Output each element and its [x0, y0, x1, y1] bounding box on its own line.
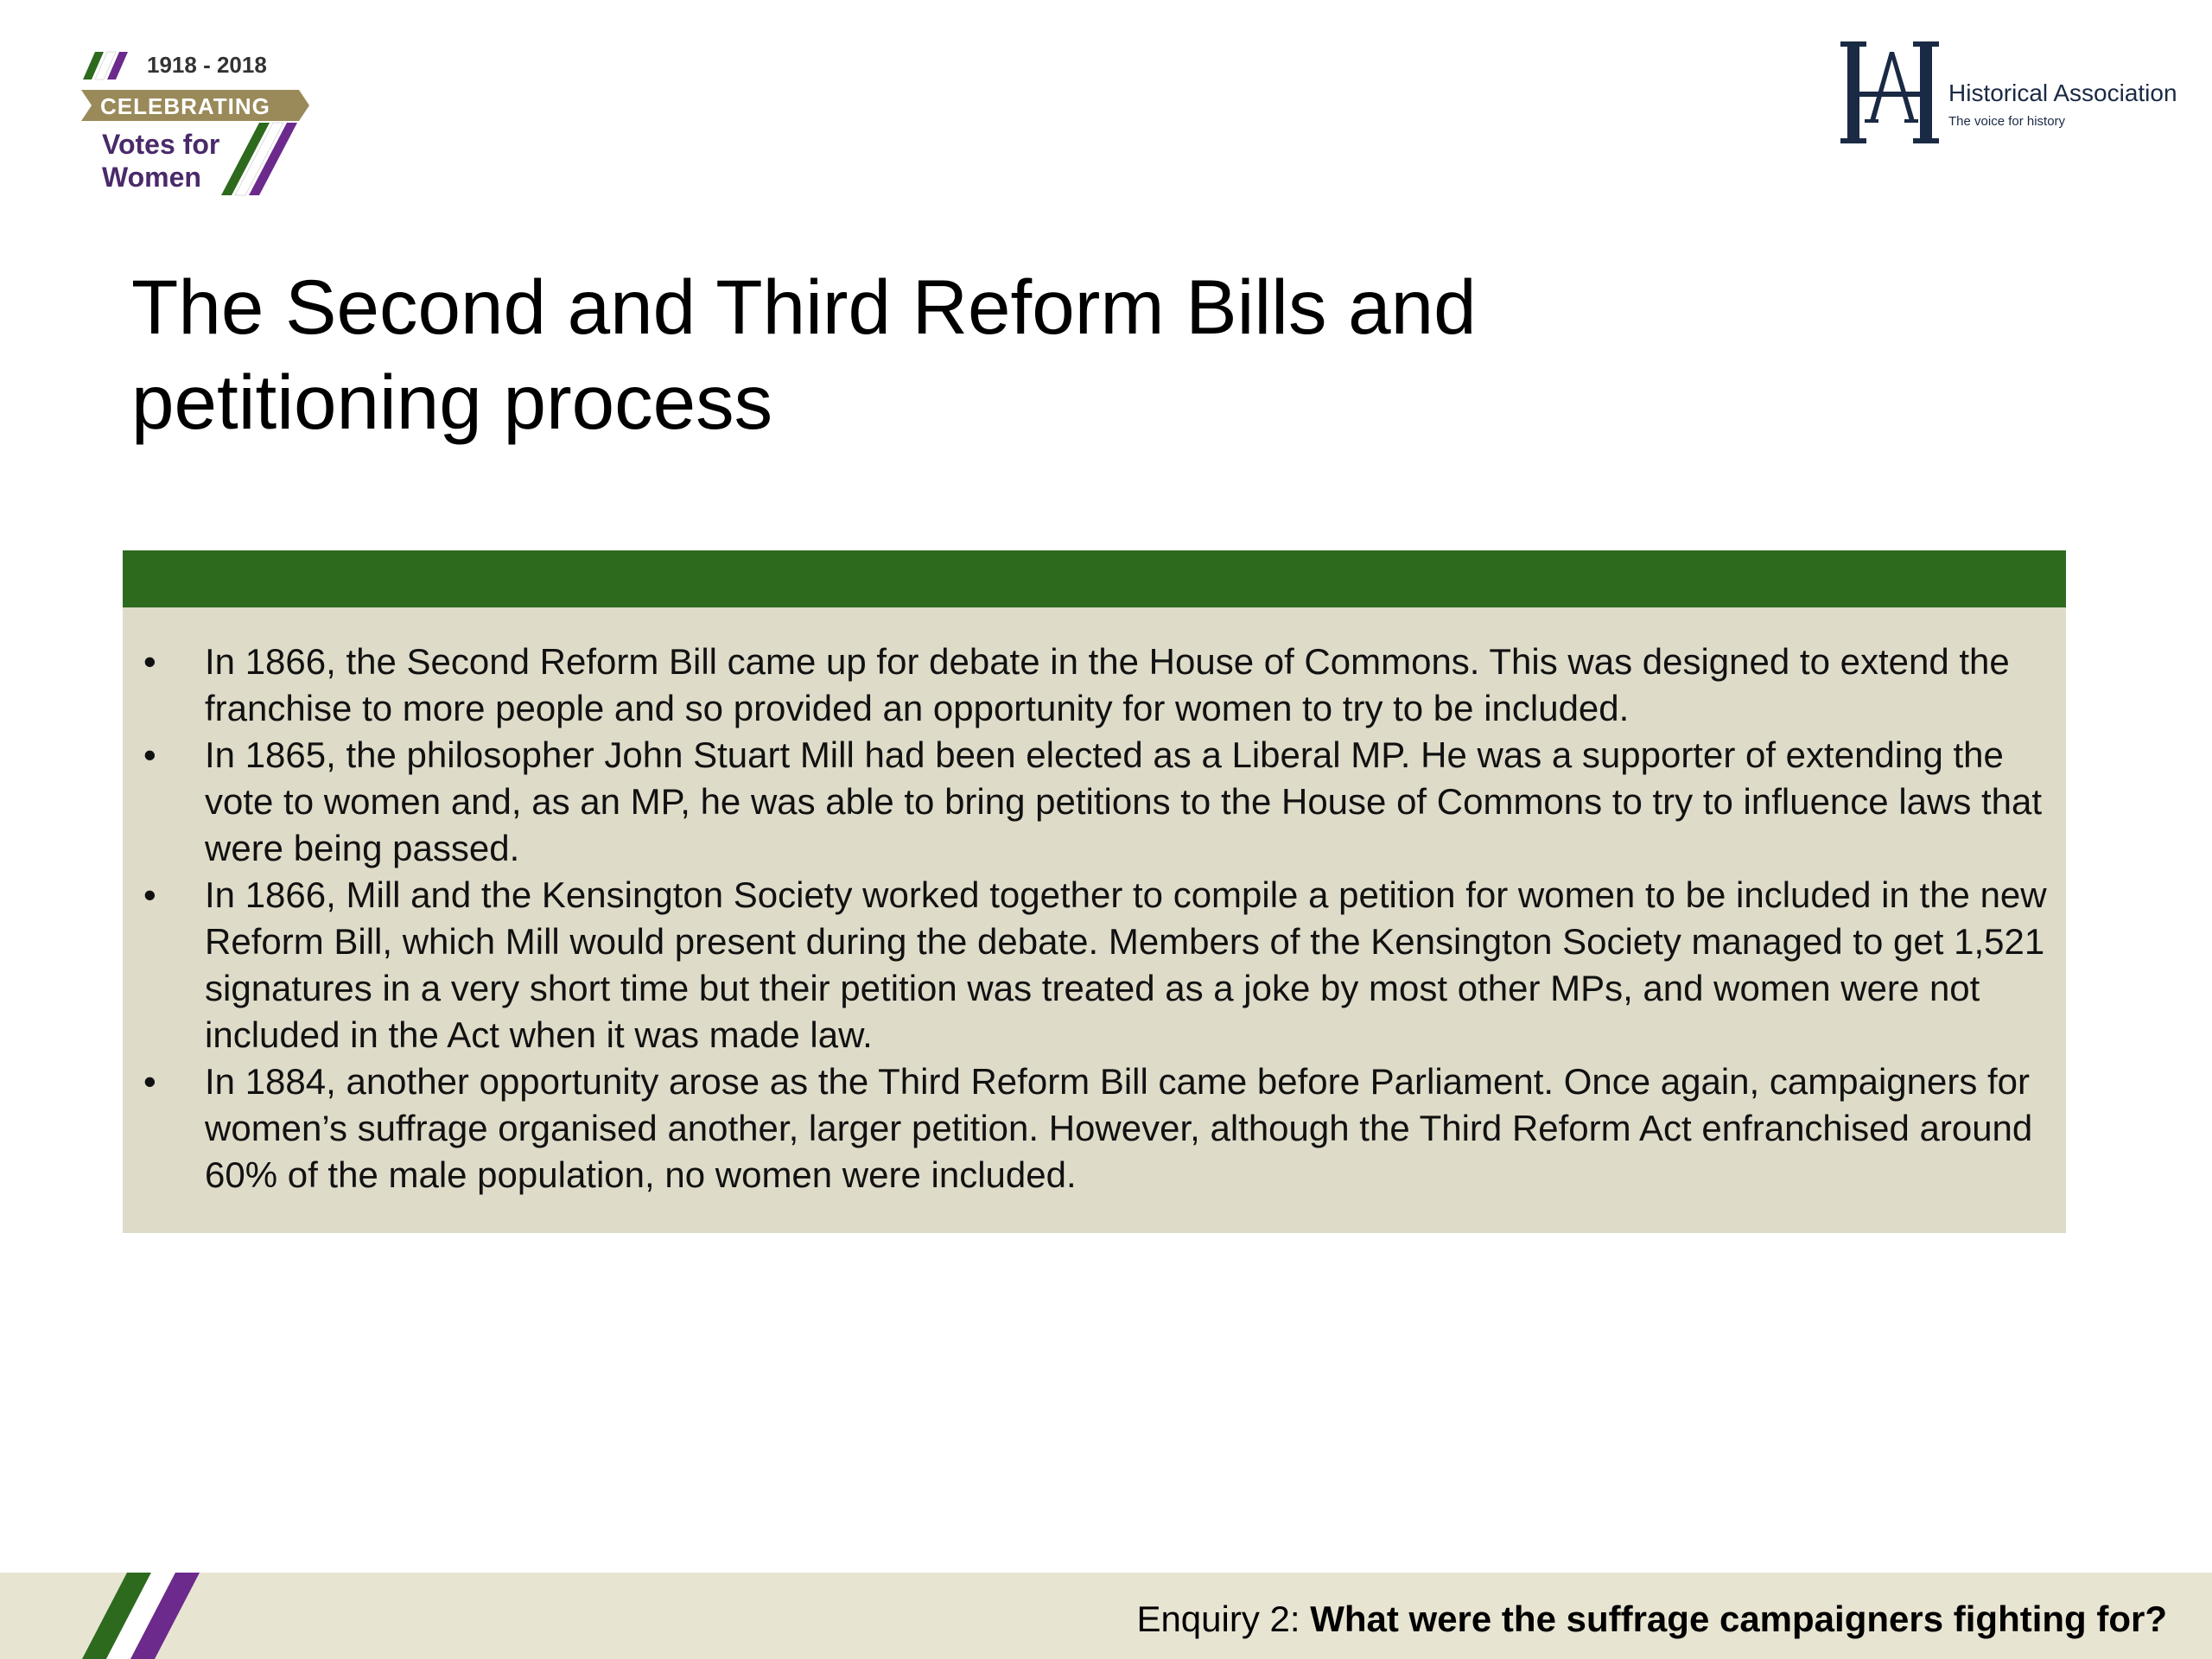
bullet-item	[123, 1058, 2066, 1198]
footer-enquiry-label: Enquiry 2:	[1136, 1599, 1311, 1639]
footer-enquiry-question: What were the suffrage campaigners fighting for?	[1310, 1599, 2167, 1639]
bullet-text: In 1866, Mill and the Kensington Society worked together to compile a petition for women to be included in the new Reform Bill, which Mill would present during the debate. Members of the Kensington Society managed to get 1,521 signatures in a very short time but their petition was treated as a joke by most other MPs, and women were not included in the Act when it was made law.	[205, 874, 2047, 1055]
logo-line2: Women	[102, 162, 201, 193]
page-title-line2: petitioning process	[131, 359, 773, 445]
logo-years: 1918 - 2018	[147, 52, 267, 78]
historical-association-logo	[1840, 35, 2186, 156]
content-box	[123, 550, 2066, 1233]
bullet-dot: •	[143, 734, 156, 775]
bullet-item	[123, 732, 2066, 872]
votes-logo-graphic	[76, 47, 335, 202]
bullet-dot: •	[143, 1061, 156, 1102]
bullet-item	[123, 639, 2066, 732]
ha-monogram-graphic	[1840, 35, 1944, 156]
page-title-line1: The Second and Third Reform Bills and	[131, 264, 1477, 350]
footer-bar	[0, 1573, 2212, 1659]
bullet-text: In 1884, another opportunity arose as the Third Reform Bill came before Parliament. Once again, campaigners for women’s suffrage organised another, larger petition. However, although the Third Reform Act enfranchised around 60% of the male population, no women were included.	[205, 1061, 2033, 1195]
bullet-list	[123, 639, 2066, 1198]
bullet-text: In 1866, the Second Reform Bill came up for debate in the House of Commons. This was designed to extend the franchise to more people and so provided an opportunity for women to try to be included.	[205, 641, 2010, 728]
page-title	[131, 259, 1600, 449]
footer-stripes-graphic	[82, 1573, 246, 1659]
ha-name: Historical Association	[1948, 79, 2177, 106]
footer-enquiry	[1136, 1599, 2167, 1640]
logo-banner-text: CELEBRATING	[100, 93, 270, 119]
bullet-dot: •	[143, 641, 156, 682]
bullet-dot: •	[143, 874, 156, 915]
votes-for-women-logo	[76, 47, 335, 202]
ha-tagline: The voice for history	[1948, 114, 2066, 129]
logo-line1: Votes for	[102, 129, 220, 160]
bullet-text: In 1865, the philosopher John Stuart Mill had been elected as a Liberal MP. He was a supporter of extending the vote to women and, as an MP, he was able to bring petitions to the House of Commons to try to influence laws that were being passed.	[205, 734, 2043, 868]
content-header-bar	[123, 550, 2066, 607]
bullet-item	[123, 872, 2066, 1058]
